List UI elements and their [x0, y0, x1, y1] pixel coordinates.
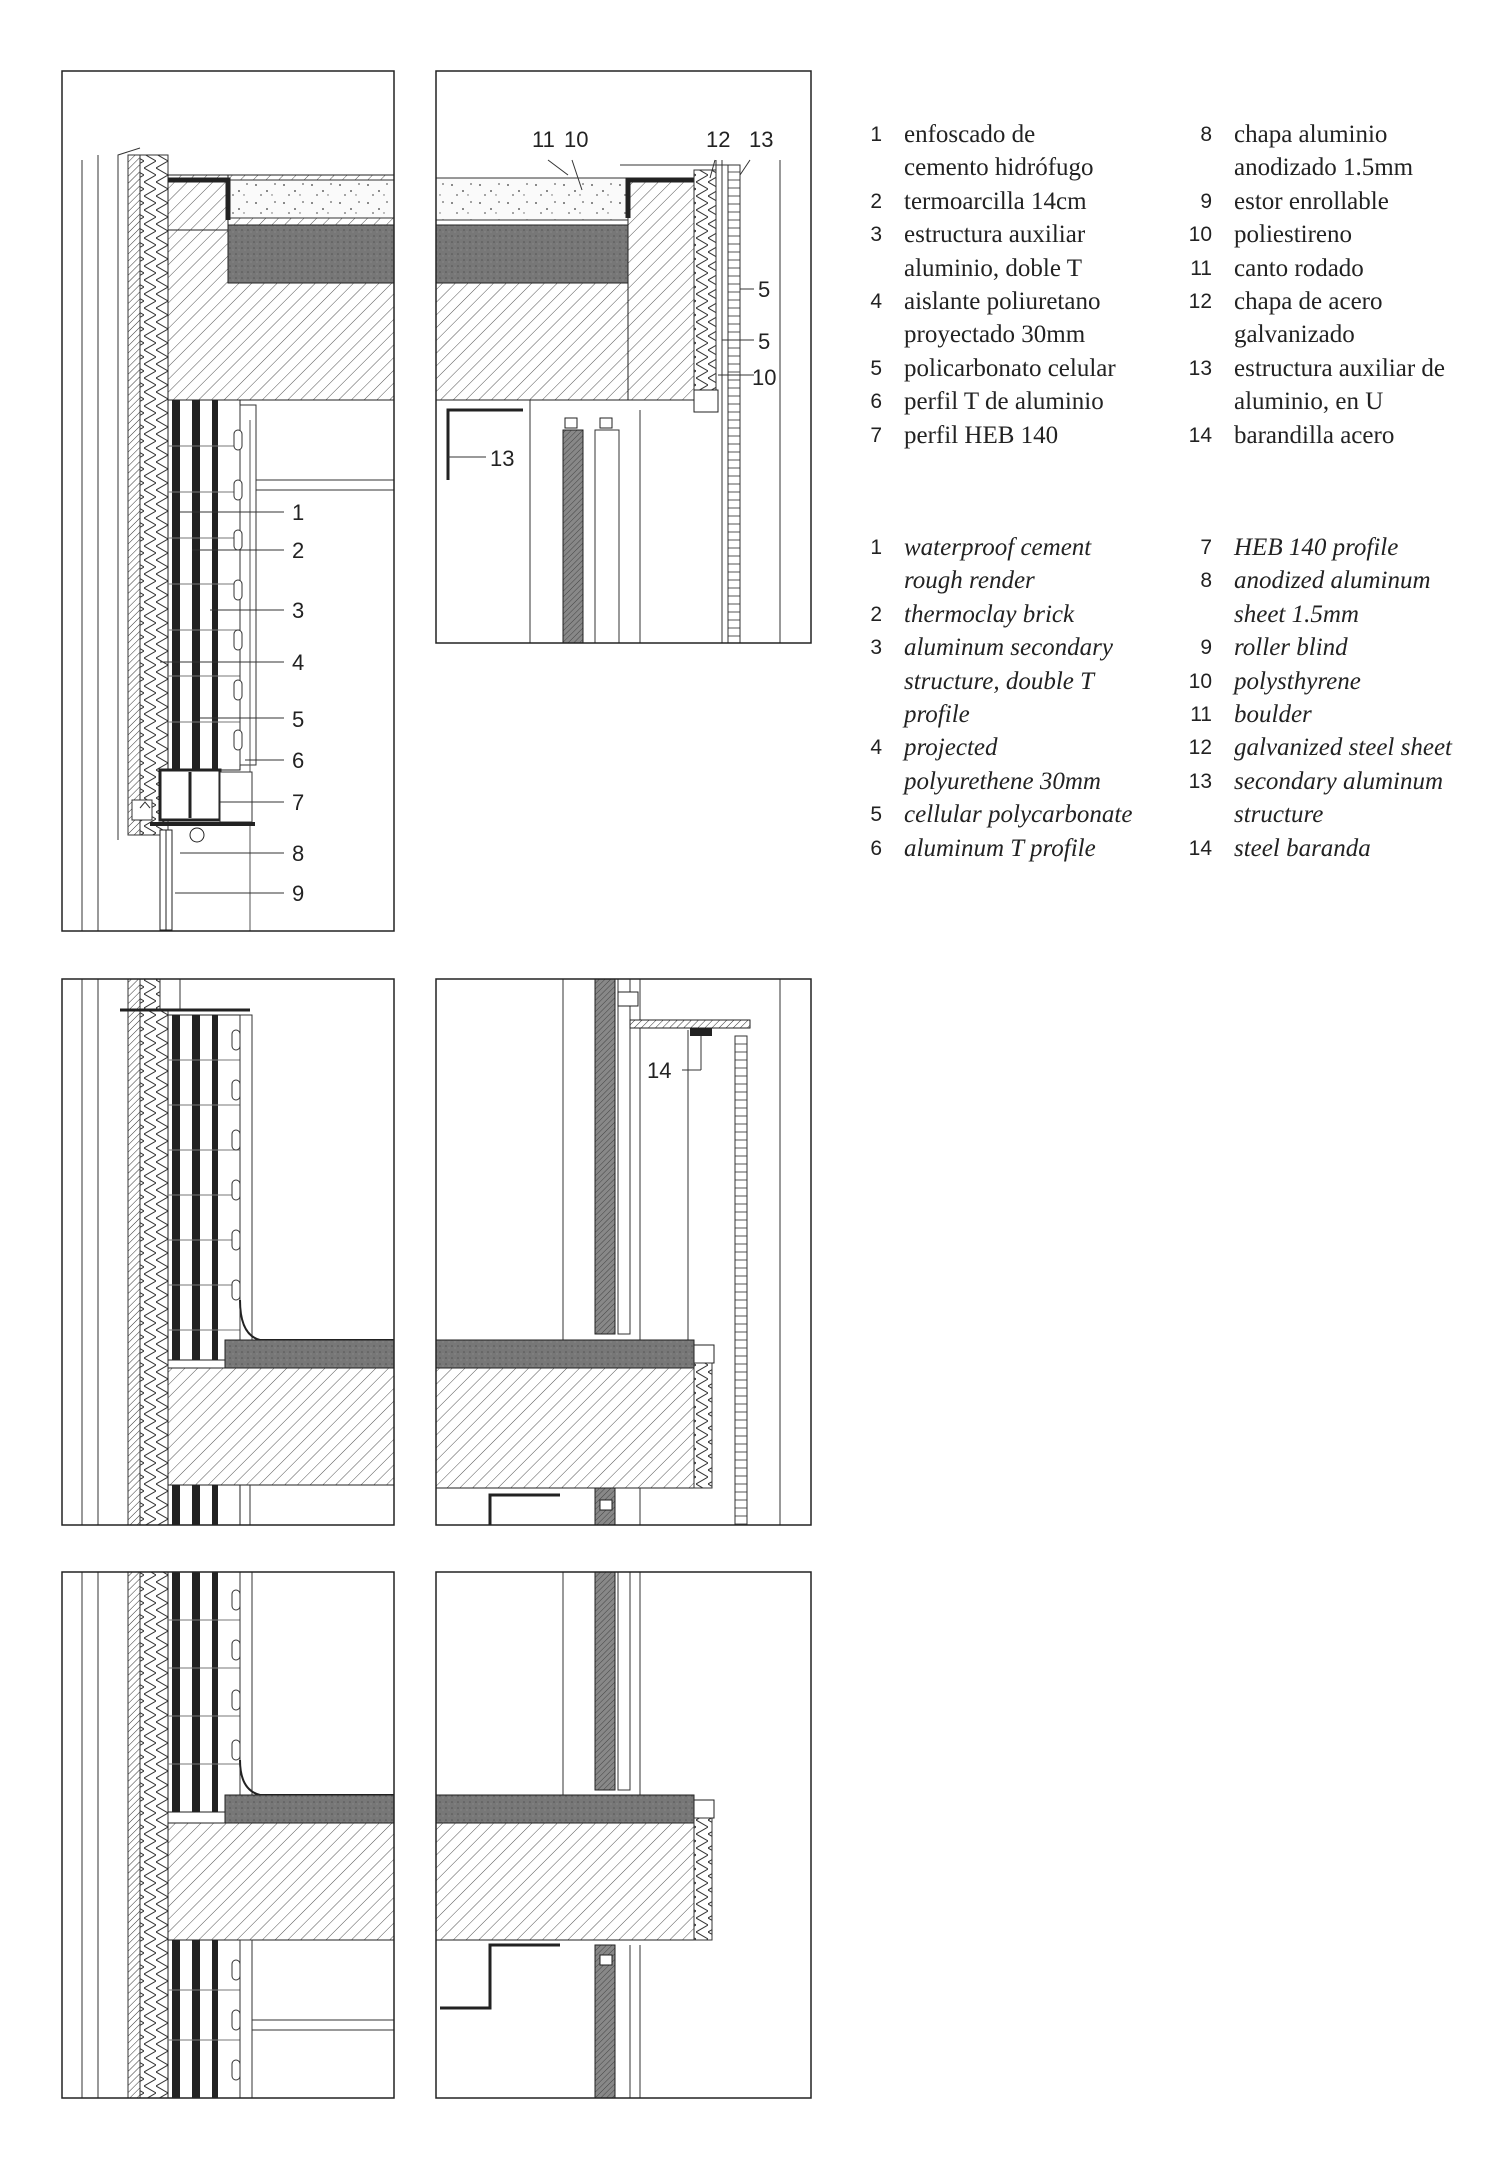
polycarbonate [735, 1036, 747, 1525]
legend-item: 13 secondary aluminum structure [1188, 767, 1443, 829]
legend-item: 7 perfil HEB 140 [870, 421, 1059, 449]
callout-label: 6 [292, 748, 305, 773]
legend-item: 1 waterproof cement rough render [870, 534, 1092, 595]
callouts-middle-right [647, 1058, 671, 1083]
insulation-layer [694, 170, 716, 400]
panel-top-right [436, 160, 780, 643]
legend-item: 1 enfoscado de cemento hidrófugo [870, 121, 1094, 182]
glazing-frame [595, 1572, 615, 1790]
legend-item: 9 roller blind [1200, 634, 1348, 662]
screed-layer [228, 225, 394, 283]
screed-layer [436, 1340, 694, 1368]
brick-wall-lower [168, 1940, 240, 2098]
parapet-upstand [168, 175, 228, 230]
insulation-layer [140, 155, 168, 835]
insulation-layer [140, 979, 168, 1525]
legend-item: 12 chapa de acero galvanizado [1188, 288, 1383, 349]
steel-railing [630, 1020, 750, 1028]
legend-spanish-col2 [1170, 118, 1470, 452]
legend-item: 5 policarbonato celular [870, 354, 1116, 382]
insulation-layer [694, 1363, 712, 1488]
brick-wall [168, 1572, 240, 1812]
legend-item: 12 galvanized steel sheet [1188, 734, 1452, 762]
parapet-upstand [628, 178, 694, 400]
legend-item: 4 aislante poliuretano proyectado 30mm [870, 288, 1101, 349]
callout-label: 9 [292, 881, 305, 906]
slab [168, 1823, 394, 1940]
insulation-layer [694, 1818, 712, 1940]
callout-label: 5 [758, 329, 771, 354]
render-layer [128, 155, 140, 835]
brick-wall [168, 400, 240, 770]
gravel-layer [228, 180, 394, 218]
legend-english [840, 531, 1480, 865]
callout-label: 2 [292, 538, 305, 563]
panel-top-left [82, 148, 394, 931]
callout-label: 1 [292, 500, 305, 525]
legend-item: 11 boulder [1190, 701, 1312, 729]
gravel-layer [436, 178, 628, 220]
legend-english-col1 [840, 531, 1170, 865]
glazing-frame [563, 430, 583, 643]
legend-item: 6 aluminum T profile [870, 834, 1096, 862]
legend-item: 2 termoarcilla 14cm [870, 187, 1087, 215]
legend-item: 8 anodized aluminum sheet 1.5mm [1200, 567, 1431, 628]
anodized-sheet [150, 822, 255, 826]
legend-item: 11 canto rodado [1190, 254, 1364, 282]
screed-layer [436, 225, 628, 283]
legend-item: 2 thermoclay brick [870, 600, 1075, 628]
panel-middle-right [436, 979, 780, 1525]
legend-item: 10 polysthyrene [1188, 667, 1361, 695]
render-layer [128, 1572, 140, 2098]
screed-layer [436, 1795, 694, 1823]
callout-label: 7 [292, 790, 305, 815]
secondary-structure [240, 1015, 252, 1360]
callout-label: 5 [292, 707, 305, 732]
panel-middle-left [82, 979, 394, 1525]
legend-spanish-col1 [840, 118, 1170, 452]
legend-item: 3 estructura auxiliar aluminio, doble T [870, 221, 1086, 282]
callout-label: 12 [706, 127, 731, 152]
legend-item: 14 steel baranda [1188, 834, 1371, 862]
slab [436, 1368, 694, 1488]
callout-label: 13 [490, 446, 515, 471]
callout-label: 10 [752, 365, 777, 390]
legend-item: 8 chapa aluminio anodizado 1.5mm [1200, 121, 1414, 182]
legend-item: 3 aluminum secondary structure, double T profile [870, 634, 1113, 729]
slab [436, 1823, 694, 1940]
u-profile [440, 1945, 560, 2008]
slab [168, 1368, 394, 1485]
legend-item: 9 estor enrollable [1200, 187, 1389, 215]
callout-label: 14 [647, 1058, 672, 1083]
polycarbonate [728, 165, 740, 643]
render-layer [128, 979, 140, 1525]
legend-item: 13 estructura auxiliar de aluminio, en U [1188, 354, 1446, 416]
callouts-top-left [292, 500, 304, 906]
panel-bottom-left [82, 1572, 394, 2098]
callout-label: 13 [749, 127, 774, 152]
legend-item: 7 HEB 140 profile [1200, 534, 1399, 561]
legend-item: 6 perfil T de aluminio [870, 388, 1104, 416]
callout-label: 5 [758, 277, 771, 302]
callout-label: 3 [292, 598, 305, 623]
screed-layer [225, 1795, 394, 1823]
callout-label: 8 [292, 841, 305, 866]
callout-label: 4 [292, 650, 305, 675]
panel-bottom-right [436, 1572, 714, 2098]
brick-wall [168, 1015, 240, 1360]
legend-item: 5 cellular polycarbonate [870, 801, 1133, 829]
legend-item: 10 poliestireno [1188, 221, 1353, 249]
legend-spanish [840, 118, 1470, 452]
legend-item: 14 barandilla acero [1188, 421, 1395, 449]
insulation-layer [140, 1572, 168, 2098]
glazing-frame [595, 979, 615, 1334]
callout-label: 11 [532, 127, 555, 152]
callout-label: 10 [564, 127, 589, 152]
legend-english-col2 [1170, 531, 1480, 865]
legend-item: 4 projected polyurethene 30mm [870, 734, 1101, 795]
screed-layer [225, 1340, 394, 1368]
brick-wall-lower [168, 1485, 240, 1525]
